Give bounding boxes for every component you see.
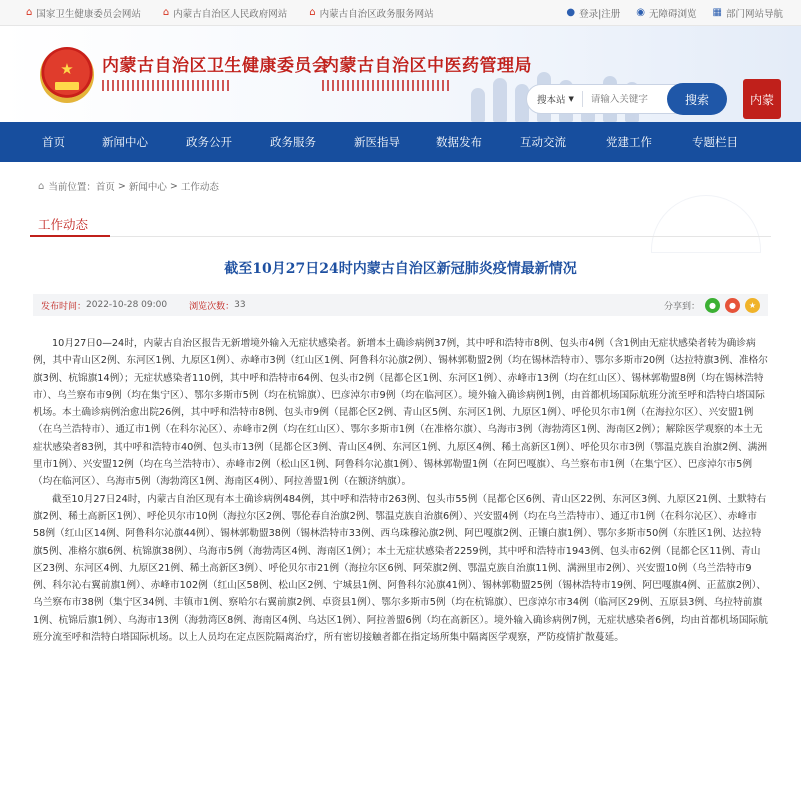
nav-item-interaction[interactable]: 互动交流 — [520, 135, 566, 149]
top-link-gov[interactable]: ⌂ 内蒙古自治区人民政府网站 — [162, 7, 288, 20]
top-link-nhc[interactable]: ⌂ 国家卫生健康委员会网站 — [26, 7, 141, 20]
home-icon: ⌂ — [38, 180, 45, 192]
section-title: 工作动态 — [38, 217, 89, 232]
site-title-tcm: 内蒙古自治区中医药管理局 — [322, 56, 532, 76]
nav-item-gov-affairs[interactable]: 政务公开 — [186, 135, 232, 149]
background-decoration — [651, 195, 761, 253]
nav-item-home[interactable]: 首页 — [42, 135, 65, 149]
section-divider — [30, 236, 771, 237]
publish-time: 2022-10-28 09:00 — [86, 300, 168, 310]
nav-item-party-building[interactable]: 党建工作 — [606, 135, 652, 149]
site-title-health: 内蒙古自治区卫生健康委员会 — [102, 56, 330, 76]
top-links-right — [550, 6, 783, 20]
weibo-icon[interactable]: ● — [725, 298, 740, 313]
wechat-icon[interactable]: ● — [705, 298, 720, 313]
chevron-down-icon: ▼ — [568, 95, 574, 103]
top-bar — [0, 0, 801, 26]
top-links-left — [26, 6, 456, 20]
nav-item-special-topics[interactable]: 专题栏目 — [692, 135, 738, 149]
top-link-service[interactable]: ⌂ 内蒙古自治区政务服务网站 — [309, 7, 434, 20]
mongolian-script-decoration — [322, 80, 449, 92]
nav-item-data-release[interactable]: 数据发布 — [436, 135, 482, 149]
section-accent-bar — [30, 235, 110, 237]
accessibility-icon: ◉ — [636, 7, 646, 18]
home-icon: ⌂ — [26, 7, 33, 18]
article-paragraph: 截至10月27日24时，内蒙古自治区现有本土确诊病例484例，其中呼和浩特市263例、包头市55例（昆都仑区6例、青山区22例、东河区3例、九原区21例、土默特右旗2例、稀土高新区1例）、呼伦贝尔市10例（海拉尔区2例、鄂伦春自治旗2例、鄂温克族自治旗6例）、兴安盟4例（均在乌兰浩特市）、通辽市1例（在科尔沁区）、赤峰市58例（红山区14例、阿鲁科尔沁旗44例）、锡林郭勒盟38例（锡林浩特市33例、西乌珠穆沁旗2例、阿巴嘎旗2例、正镶白旗1例）、鄂尔多斯市50例（东胜区1例、达拉特旗5例、准格尔旗6例、杭锦旗38例）、乌海市5例（海勃湾区4例、海南区1例）；本土无症状感染者2259例，其中呼和浩特市1943例、包头市62例（昆都仑区11例、青山区23例、东河区4例、九原区21例、稀土高新区3例）、呼伦贝尔市21例（海拉尔区6例、阿荣旗2例、鄂温克族自治旗11例、满洲里市2例）、兴安盟10例（乌兰浩特市9例、科尔沁右翼前旗1例）、赤峰市102例（红山区58例、松山区2例、宁城县1例、阿鲁科尔沁旗41例）、锡林郭勒盟25例（锡林浩特市19例、阿巴嘎旗4例、正蓝旗2例）、乌兰察布市38例（集宁区34例、丰镇市1例、察哈尔右翼前旗2例、卓资县1例）、鄂尔多斯市5例（均在杭锦旗）、巴彦淖尔市34例（临河区29例、五原县3例、乌拉特前旗1例、杭锦后旗1例）、乌海市13例（海勃湾区8例、海南区4例、乌达区1例）、阿拉善盟6例（均在高新区）。境外输入确诊病例7例，无症状感染者6例，均由首都机场国际航班分流至呼和浩特白塔国际机场。以上人员均在定点医院隔离治疗，所有密切接触者都在指定场所集中隔离医学观察，严防疫情扩散蔓延。 — [33, 493, 768, 644]
article-meta-bar: 发布时间： 2022-10-28 09:00 浏览次数： 33 分享到： ● ● ★ — [33, 294, 768, 316]
mongolian-script-decoration — [102, 80, 229, 92]
login-register-link[interactable]: ● 登录|注册 — [566, 7, 621, 20]
department-nav-link[interactable]: ▦ 部门网站导航 — [712, 7, 783, 20]
article-title: 截至10月27日24时内蒙古自治区新冠肺炎疫情最新情况 — [224, 261, 577, 277]
nav-item-news[interactable]: 新闻中心 — [102, 135, 148, 149]
header-badge: 内蒙 — [743, 79, 781, 119]
search-box — [526, 84, 726, 114]
user-icon: ● — [566, 7, 576, 18]
search-scope-select[interactable]: 搜本站 ▼ — [527, 91, 583, 107]
search-button[interactable]: 搜索 — [667, 83, 727, 115]
breadcrumb-home[interactable]: 首页 — [95, 182, 115, 193]
search-input[interactable] — [583, 94, 663, 105]
home-icon: ⌂ — [162, 7, 170, 18]
main-nav — [0, 122, 801, 162]
nav-item-gov-services[interactable]: 政务服务 — [270, 135, 316, 149]
share-bar: 分享到： ● ● ★ — [664, 298, 760, 313]
department-icon: ▦ — [712, 7, 722, 18]
site-header — [0, 26, 801, 122]
article-body — [33, 335, 768, 646]
breadcrumb: ⌂ 当前位置： 首页 > 新闻中心 > 工作动态 — [38, 180, 219, 193]
national-emblem-logo: ★ — [40, 47, 94, 103]
home-icon: ⌂ — [309, 7, 316, 18]
view-count: 33 — [234, 300, 246, 310]
accessibility-link[interactable]: ◉ 无障碍浏览 — [636, 7, 697, 20]
qzone-icon[interactable]: ★ — [745, 298, 760, 313]
nav-item-medical-guide[interactable]: 新医指导 — [354, 135, 400, 149]
article-paragraph: 10月27日0—24时，内蒙古自治区报告无新增境外输入无症状感染者。新增本土确诊病例37例，其中呼和浩特市8例、包头市4例（含1例由无症状感染者转为确诊病例，其中青山区2例、东河区1例、九原区1例）、赤峰市3例（红山区1例、阿鲁科尔沁旗2例）、锡林郭勒盟2例（均在锡林浩特市）、鄂尔多斯市20例（达拉特旗3例、准格尔旗3例、杭锦旗14例）；无症状感染者110例，其中呼和浩特市64例、包头市2例（昆都仑区1例、东河区1例）、赤峰市13例（均在红山区）、锡林郭勒盟8例（均在锡林浩特市）、乌兰察布市9例（均在集宁区）、鄂尔多斯市5例（均在杭锦旗）、巴彦淖尔市9例（均在临河区）。境外输入确诊病例1例，由首都机场国际航班分流至呼和浩特白塔国际机场。本土确诊病例治愈出院26例，其中呼和浩特市8例、包头市9例（昆都仑区2例、青山区5例、东河区1例、九原区1例）、呼伦贝尔市1例（在海拉尔区）、兴安盟1例（在乌兰浩特市）、通辽市1例（在科尔沁区）、赤峰市2例（均在红山区）、鄂尔多斯市1例（在准格尔旗）、乌海市3例（海勃湾区1例、海南区2例）；解除医学观察的本土无症状感染者83例，其中呼和浩特市40例、包头市13例（昆都仑区3例、青山区4例、东河区1例、九原区4例、稀土高新区1例）、呼伦贝尔市3例（鄂温克族自治旗2例、满洲里市1例）、兴安盟12例（均在乌兰浩特市）、赤峰市2例（松山区1例、阿鲁科尔沁旗1例）、锡林郭勒盟1例（在阿巴嘎旗）、乌兰察布市1例（在集宁区）、巴彦淖尔市5例（均在临河区）、乌海市5例（海勃湾区1例、海南区4例）、阿拉善盟1例（在额济纳旗）。 — [33, 338, 768, 488]
breadcrumb-news[interactable]: 新闻中心 — [128, 182, 167, 193]
breadcrumb-current[interactable]: 工作动态 — [180, 182, 219, 193]
